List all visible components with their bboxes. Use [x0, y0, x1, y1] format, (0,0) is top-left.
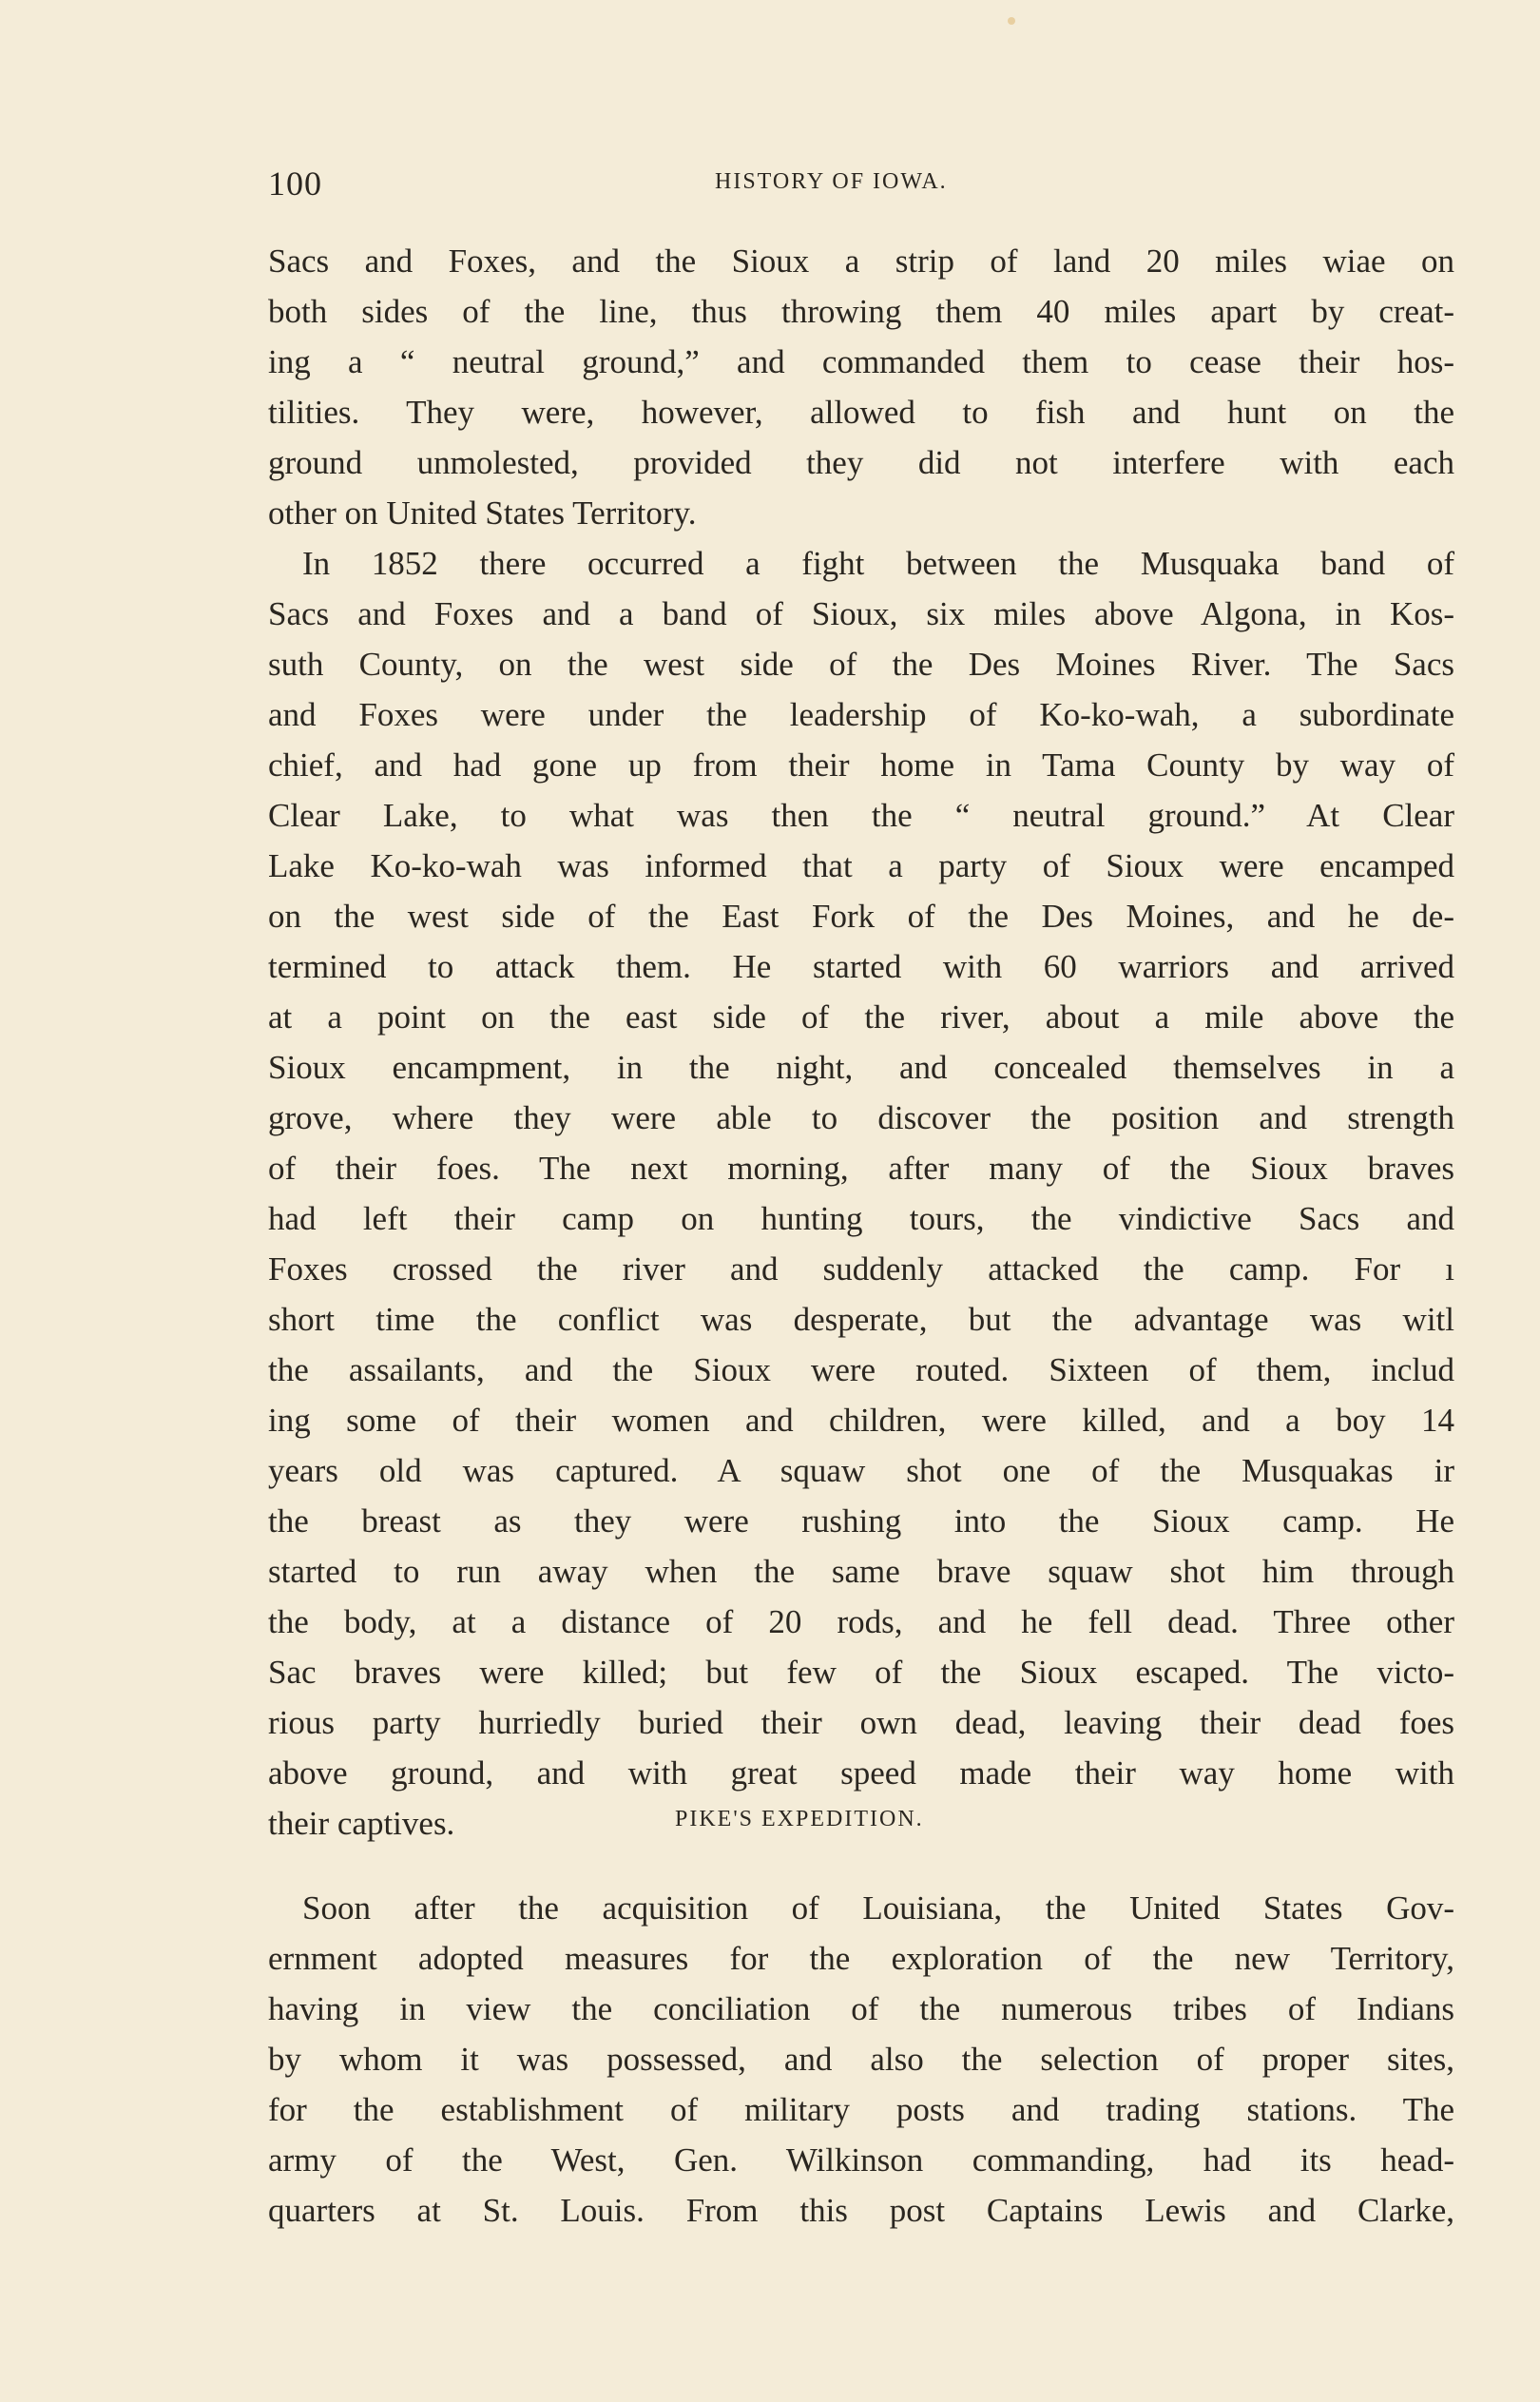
text-line: short time the conflict was desperate, but the advantage was witl	[268, 1301, 1454, 1338]
text-line: of their foes. The next morning, after many of the Sioux braves	[268, 1150, 1454, 1187]
text-line: army of the West, Gen. Wilkinson commanding, had its head-	[268, 2141, 1454, 2179]
text-line: years old was captured. A squaw shot one of the Musquakas ir	[268, 1452, 1454, 1489]
text-line: suth County, on the west side of the Des Moines River. The Sacs	[268, 646, 1454, 683]
text-line: Sacs and Foxes and a band of Sioux, six miles above Algona, in Kos-	[268, 595, 1454, 632]
text-line: for the establishment of military posts and trading stations. The	[268, 2091, 1454, 2128]
text-line: ernment adopted measures for the exploration of the new Territory,	[268, 1940, 1454, 1977]
text-line: In 1852 there occurred a fight between the Musquaka band of	[302, 545, 1454, 582]
text-line: ground unmolested, provided they did not interfere with each	[268, 444, 1454, 481]
text-line: ing some of their women and children, were killed, and a boy 14	[268, 1402, 1454, 1439]
section-body-text	[268, 1883, 1454, 2236]
page-header	[268, 164, 1447, 211]
text-line: Sacs and Foxes, and the Sioux a strip of land 20 miles wiae on	[268, 242, 1454, 280]
text-line: and Foxes were under the leadership of Ko-ko-wah, a subordinate	[268, 696, 1454, 733]
text-line: Clear Lake, to what was then the “ neutral ground.” At Clear	[268, 797, 1454, 834]
text-line: started to run away when the same brave squaw shot him through	[268, 1553, 1454, 1590]
paragraph	[268, 1883, 1454, 2236]
ink-spot	[1008, 17, 1015, 25]
paragraph	[268, 236, 1454, 538]
text-line: both sides of the line, thus throwing them 40 miles apart by creat-	[268, 293, 1454, 330]
text-line: Sioux encampment, in the night, and concealed themselves in a	[268, 1049, 1454, 1086]
text-line: above ground, and with great speed made their way home with	[268, 1754, 1454, 1792]
text-line: grove, where they were able to discover the position and strength	[268, 1099, 1454, 1136]
page-number: 100	[268, 165, 322, 203]
text-line: at a point on the east side of the river, about a mile above the	[268, 998, 1454, 1036]
text-line: tilities. They were, however, allowed to fish and hunt on the	[268, 394, 1454, 431]
paragraph	[268, 538, 1454, 1849]
running-head: HISTORY OF IOWA.	[715, 169, 948, 194]
text-line: the breast as they were rushing into the Sioux camp. He	[268, 1502, 1454, 1540]
text-line: Sac braves were killed; but few of the Sioux escaped. The victo-	[268, 1654, 1454, 1691]
text-line: Foxes crossed the river and suddenly attacked the camp. For ı	[268, 1250, 1454, 1288]
text-line: Soon after the acquisition of Louisiana, the United States Gov-	[302, 1889, 1454, 1927]
text-line: the body, at a distance of 20 rods, and he fell dead. Three other	[268, 1603, 1454, 1640]
body-text	[268, 236, 1454, 1849]
text-line: by whom it was possessed, and also the selection of proper sites,	[268, 2041, 1454, 2078]
text-line: quarters at St. Louis. From this post Captains Lewis and Clarke,	[268, 2192, 1454, 2229]
text-line: chief, and had gone up from their home in Tama County by way of	[268, 746, 1454, 784]
text-line: Lake Ko-ko-wah was informed that a party of Sioux were encamped	[268, 847, 1454, 884]
section-heading: PIKE'S EXPEDITION.	[675, 1807, 924, 1831]
text-line: having in view the conciliation of the numerous tribes of Indians	[268, 1990, 1454, 2027]
text-line: ing a “ neutral ground,” and commanded them to cease their hos-	[268, 343, 1454, 380]
text-line: had left their camp on hunting tours, the vindictive Sacs and	[268, 1200, 1454, 1237]
text-line: their captives.	[268, 1805, 455, 1842]
text-line: on the west side of the East Fork of the Des Moines, and he de-	[268, 898, 1454, 935]
text-line: termined to attack them. He started with 60 warriors and arrived	[268, 948, 1454, 985]
text-line: rious party hurriedly buried their own dead, leaving their dead foes	[268, 1704, 1454, 1741]
text-line: the assailants, and the Sioux were routed. Sixteen of them, includ	[268, 1351, 1454, 1388]
text-line: other on United States Territory.	[268, 494, 697, 532]
